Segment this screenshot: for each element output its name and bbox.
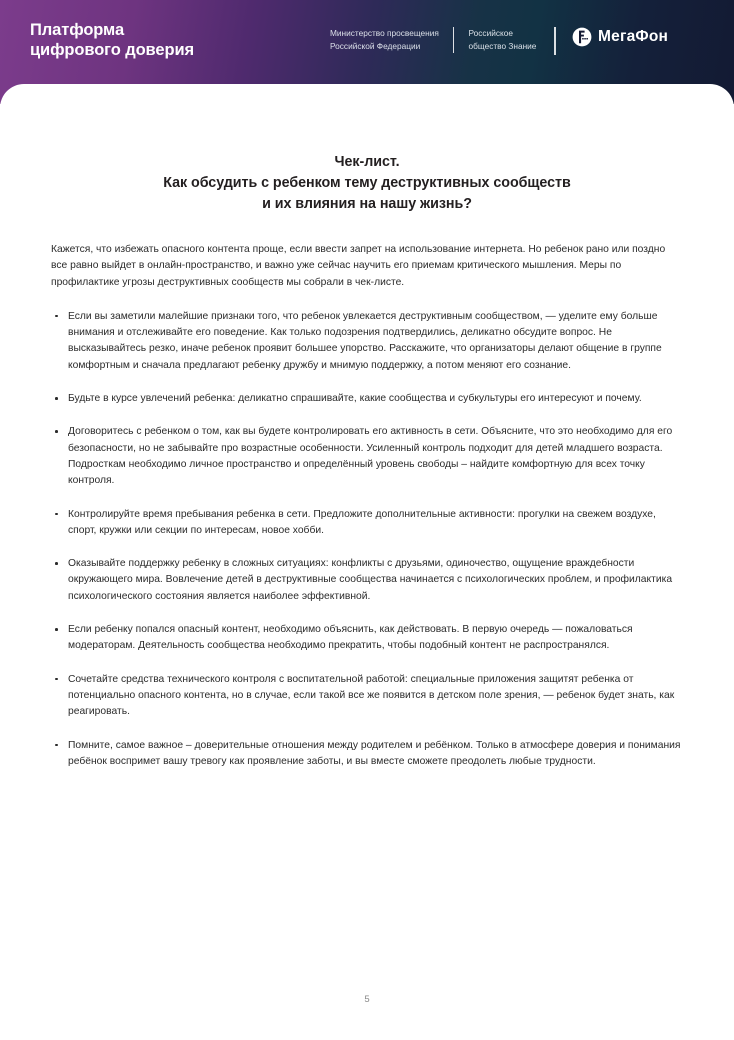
partner-logos [330,27,668,55]
list-item-text: Если ребенку попался опасный контент, необходимо объяснить, как действовать. В первую очередь — пожаловаться модераторам. Деятельность сообщества необходимо прекратить, чтобы подобный контент не распространялся. [68,624,633,652]
partner-ministry-line-1: Министерство просвещения [330,28,439,38]
list-item [51,672,686,721]
megafon-wordmark: МегаФон [598,28,669,45]
bullet-icon [55,397,58,400]
title-line-1: Чек-лист. [334,154,400,170]
bullet-icon [55,744,58,747]
list-item-text: Помните, самое важное – доверительные отношения между родителем и ребёнком. Только в атмосфере доверия и понимания ребёнок воспримет вашу тревогу как проявление заботы, и вы вместе сможете преодолеть любые трудности. [68,739,681,767]
megafon-logo [572,27,668,47]
list-item [51,622,686,655]
list-item [51,309,686,374]
list-item-text: Оказывайте поддержку ребенку в сложных ситуациях: конфликты с друзьями, одиночество, ощущение враждебности окружающего мира. Вовлечение детей в деструктивные сообщества начинается с психологических проблем, и профилактика психологического состояния является наиболее эффективной. [68,558,673,602]
list-item [51,424,686,489]
list-item-text: Договоритесь с ребенком о том, как вы будете контролировать его активность в сети. Объясните, что это необходимо для его безопасности, но не забывайте про возрастные особенности. Усиленный контроль подходит для детей младшего возраста. Подросткам необходимо личное пространство и определённый уровень свободы – найдите комфортную для всех точку контроля. [68,426,673,487]
partner-znanie-line-1: Российское [468,28,513,38]
bullet-icon [55,628,58,631]
brand-line-1: Платформа [30,21,125,39]
page-content [0,104,734,770]
page-number: 5 [364,994,370,1005]
list-item-text: Если вы заметили малейшие признаки того, что ребенок увлекается деструктивным сообществом, — уделите ему больше внимания и отслеживайте его поведение. Как только подозрения подтвердились, деликатно обсудите вопрос. Не высказывайтесь резко, иначе ребенок проявит большее упорство. Расскажите, что организаторы делают общение в группе комфортным и сначала предлагают ребенку дружбу и мнимую поддержку, а потом меняют его сознание. [68,310,662,371]
divider-1 [453,27,455,53]
list-item [51,391,686,407]
intro-paragraph: Кажется, что избежать опасного контента проще, если ввести запрет на использование интернета. Но ребенок рано или поздно все равно выйдет в онлайн-пространство, и важно уже сейчас научить его приемам критического мышления. Меры по профилактике угрозы деструктивных сообществ мы собрали в чек-листе. [51,244,666,288]
bullet-icon [55,430,58,433]
list-item-text: Будьте в курсе увлечений ребенка: деликатно спрашивайте, какие сообщества и субкультуры его интересуют и почему. [68,393,642,405]
list-item-text: Контролируйте время пребывания ребенка в сети. Предложите дополнительные активности: прогулки на свежем воздухе, спорт, кружки или секции по интересам, новое хобби. [68,508,656,536]
bullet-icon [55,562,58,565]
partner-ministry-line-2: Российской Федерации [330,40,421,51]
bullet-icon [55,678,58,681]
sheet-rounded-top [0,84,734,104]
megafon-mark-icon [572,27,592,47]
platform-brand [30,20,194,60]
partner-znanie-line-2: общество Знание [468,40,537,51]
title-line-2: Как обсудить с ребенком тему деструктивных сообществ [163,175,571,191]
list-item [51,507,686,540]
page-title [52,152,682,215]
partner-ministry [330,27,439,52]
page-header [0,0,734,104]
list-item-text: Сочетайте средства технического контроля с воспитательной работой: специальные приложения защитят ребенка от потенциально опасного контента, но в случае, если такой все же появится в детском поле зрения, — ребенок будет знать, как реагировать. [68,673,675,718]
title-line-3: и их влияния на нашу жизнь? [262,196,472,212]
list-item [51,738,686,771]
divider-2 [554,27,556,55]
brand-line-2: цифрового доверия [30,41,195,59]
partner-znanie [468,27,536,52]
checklist [51,309,686,770]
header-content [0,0,734,84]
list-item [51,556,686,605]
bullet-icon [55,513,58,516]
bullet-icon [55,315,58,318]
